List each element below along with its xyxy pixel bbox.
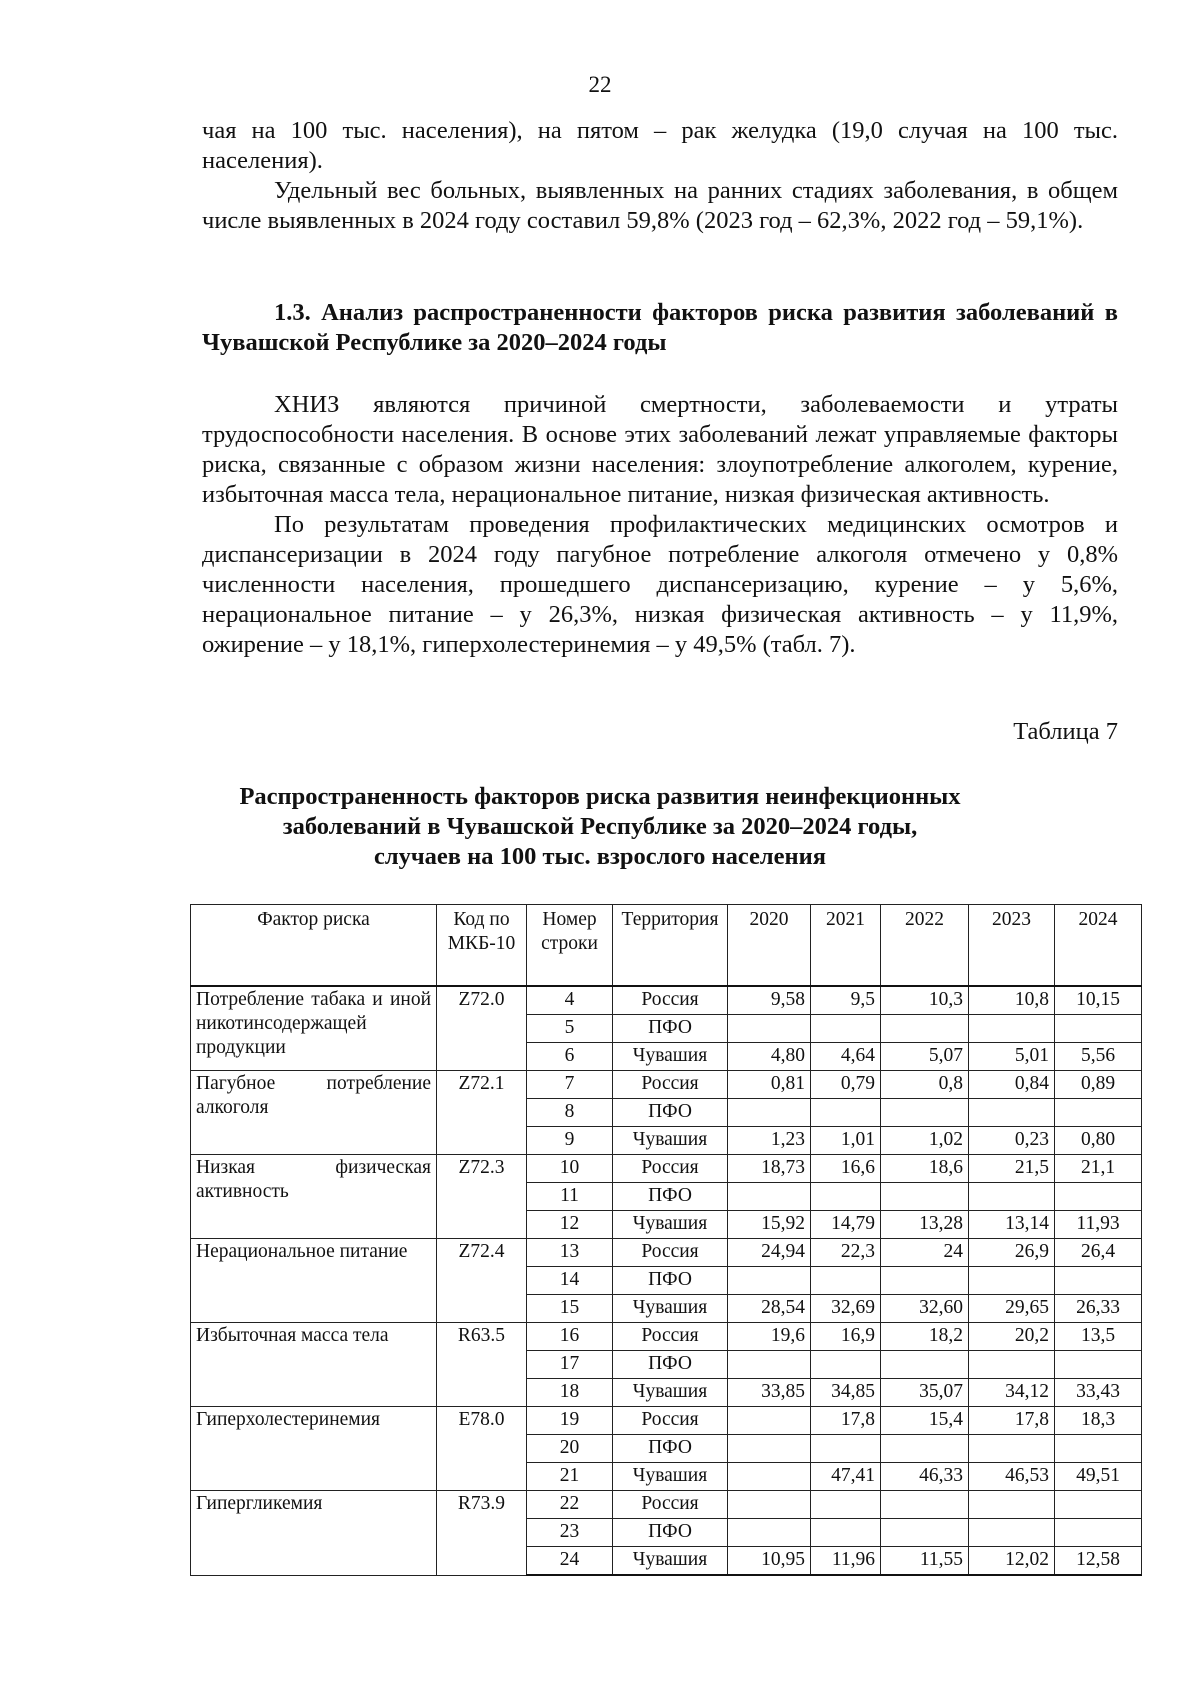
factor-cell: Потребление табака и иной никотинсодержащей продукции bbox=[191, 986, 437, 1071]
value-cell-2023: 21,5 bbox=[969, 1155, 1055, 1183]
value-cell-2020 bbox=[728, 1435, 811, 1463]
value-cell-2024: 21,1 bbox=[1055, 1155, 1142, 1183]
row-number-cell: 20 bbox=[527, 1435, 613, 1463]
value-cell-2024: 33,43 bbox=[1055, 1379, 1142, 1407]
territory-cell: ПФО bbox=[613, 1015, 728, 1043]
value-cell-2023: 10,8 bbox=[969, 986, 1055, 1015]
row-number-cell: 4 bbox=[527, 986, 613, 1015]
value-cell-2023 bbox=[969, 1519, 1055, 1547]
row-number-cell: 8 bbox=[527, 1099, 613, 1127]
value-cell-2021 bbox=[811, 1491, 881, 1519]
value-cell-2021: 34,85 bbox=[811, 1379, 881, 1407]
value-cell-2024: 11,93 bbox=[1055, 1211, 1142, 1239]
territory-cell: ПФО bbox=[613, 1183, 728, 1211]
value-cell-2021: 4,64 bbox=[811, 1043, 881, 1071]
value-cell-2020: 0,81 bbox=[728, 1071, 811, 1099]
value-cell-2023: 29,65 bbox=[969, 1295, 1055, 1323]
territory-cell: Россия bbox=[613, 986, 728, 1015]
value-cell-2020: 19,6 bbox=[728, 1323, 811, 1351]
value-cell-2022: 0,8 bbox=[881, 1071, 969, 1099]
paragraph-results: По результатам проведения профилактических медицинских осмотров и диспансеризации в 2024 году пагубное потребление алкоголя отмечено у 0,8% численности населения, прошедшего диспансеризацию, курение – у 5,6%, нерациональное питание – у 26,3%, низкая физическая активность – у 11,9%, ожирение – у 18,1%, гиперхолестеринемия – у 49,5% (табл. 7). bbox=[202, 511, 1118, 658]
value-cell-2023: 13,14 bbox=[969, 1211, 1055, 1239]
row-number-cell: 23 bbox=[527, 1519, 613, 1547]
value-cell-2023: 20,2 bbox=[969, 1323, 1055, 1351]
value-cell-2024 bbox=[1055, 1099, 1142, 1127]
value-cell-2024 bbox=[1055, 1519, 1142, 1547]
icd-code-cell: Z72.1 bbox=[437, 1071, 527, 1155]
value-cell-2020: 18,73 bbox=[728, 1155, 811, 1183]
value-cell-2022: 5,07 bbox=[881, 1043, 969, 1071]
value-cell-2024 bbox=[1055, 1491, 1142, 1519]
header-2020: 2020 bbox=[728, 905, 811, 987]
value-cell-2024 bbox=[1055, 1015, 1142, 1043]
territory-cell: ПФО bbox=[613, 1435, 728, 1463]
value-cell-2024: 13,5 bbox=[1055, 1323, 1142, 1351]
value-cell-2021: 1,01 bbox=[811, 1127, 881, 1155]
value-cell-2021 bbox=[811, 1351, 881, 1379]
value-cell-2023 bbox=[969, 1099, 1055, 1127]
row-number-cell: 21 bbox=[527, 1463, 613, 1491]
value-cell-2022: 18,6 bbox=[881, 1155, 969, 1183]
value-cell-2021: 32,69 bbox=[811, 1295, 881, 1323]
value-cell-2022 bbox=[881, 1491, 969, 1519]
value-cell-2020 bbox=[728, 1491, 811, 1519]
value-cell-2023 bbox=[969, 1183, 1055, 1211]
value-cell-2024: 5,56 bbox=[1055, 1043, 1142, 1071]
table-row bbox=[191, 986, 1142, 1015]
value-cell-2020 bbox=[728, 1463, 811, 1491]
value-cell-2020 bbox=[728, 1351, 811, 1379]
value-cell-2020: 15,92 bbox=[728, 1211, 811, 1239]
value-cell-2020 bbox=[728, 1015, 811, 1043]
row-number-cell: 10 bbox=[527, 1155, 613, 1183]
value-cell-2020: 1,23 bbox=[728, 1127, 811, 1155]
value-cell-2022 bbox=[881, 1435, 969, 1463]
territory-cell: Чувашия bbox=[613, 1379, 728, 1407]
value-cell-2021: 17,8 bbox=[811, 1407, 881, 1435]
paragraph-hniz: ХНИЗ являются причиной смертности, заболеваемости и утраты трудоспособности населения. В основе этих заболеваний лежат управляемые факторы риска, связанные с образом жизни населения: злоупотребление алкоголем, курение, избыточная масса тела, нерациональное питание, низкая физическая активность. bbox=[202, 391, 1118, 508]
factor-cell: Нерациональное питание bbox=[191, 1239, 437, 1323]
value-cell-2021: 16,6 bbox=[811, 1155, 881, 1183]
value-cell-2020: 10,95 bbox=[728, 1547, 811, 1576]
row-number-cell: 14 bbox=[527, 1267, 613, 1295]
territory-cell: ПФО bbox=[613, 1267, 728, 1295]
value-cell-2022 bbox=[881, 1351, 969, 1379]
territory-cell: Чувашия bbox=[613, 1547, 728, 1576]
value-cell-2021 bbox=[811, 1435, 881, 1463]
territory-cell: Россия bbox=[613, 1155, 728, 1183]
table-title: Распространенность факторов риска развития неинфекционных заболеваний в Чувашской Республике за 2020–2024 годы, случаев на 100 тыс. взрослого населения bbox=[239, 783, 961, 870]
value-cell-2020: 9,58 bbox=[728, 986, 811, 1015]
territory-cell: Россия bbox=[613, 1323, 728, 1351]
value-cell-2023: 17,8 bbox=[969, 1407, 1055, 1435]
paragraph-continuation: чая на 100 тыс. населения), на пятом – рак желудка (19,0 случая на 100 тыс. населения). bbox=[202, 117, 1118, 174]
value-cell-2021: 22,3 bbox=[811, 1239, 881, 1267]
territory-cell: Чувашия bbox=[613, 1463, 728, 1491]
row-number-cell: 15 bbox=[527, 1295, 613, 1323]
header-territory: Территория bbox=[613, 905, 728, 987]
territory-cell: ПФО bbox=[613, 1351, 728, 1379]
icd-code-cell: Z72.3 bbox=[437, 1155, 527, 1239]
value-cell-2022: 13,28 bbox=[881, 1211, 969, 1239]
value-cell-2021: 9,5 bbox=[811, 986, 881, 1015]
row-number-cell: 12 bbox=[527, 1211, 613, 1239]
value-cell-2024: 12,58 bbox=[1055, 1547, 1142, 1576]
row-number-cell: 11 bbox=[527, 1183, 613, 1211]
paragraph-early-stage: Удельный вес больных, выявленных на ранних стадиях заболевания, в общем числе выявленных в 2024 году составил 59,8% (2023 год – 62,3%, 2022 год – 59,1%). bbox=[202, 177, 1118, 234]
value-cell-2023: 5,01 bbox=[969, 1043, 1055, 1071]
value-cell-2021 bbox=[811, 1519, 881, 1547]
value-cell-2023: 26,9 bbox=[969, 1239, 1055, 1267]
value-cell-2024 bbox=[1055, 1435, 1142, 1463]
value-cell-2023 bbox=[969, 1435, 1055, 1463]
value-cell-2020 bbox=[728, 1519, 811, 1547]
row-number-cell: 16 bbox=[527, 1323, 613, 1351]
table-row bbox=[191, 1239, 1142, 1267]
value-cell-2024: 0,89 bbox=[1055, 1071, 1142, 1099]
icd-code-cell: R73.9 bbox=[437, 1491, 527, 1576]
table-label: Таблица 7 bbox=[1013, 718, 1118, 745]
territory-cell: ПФО bbox=[613, 1099, 728, 1127]
header-factor: Фактор риска bbox=[191, 905, 437, 987]
value-cell-2024 bbox=[1055, 1183, 1142, 1211]
value-cell-2020: 4,80 bbox=[728, 1043, 811, 1071]
value-cell-2022: 46,33 bbox=[881, 1463, 969, 1491]
row-number-cell: 13 bbox=[527, 1239, 613, 1267]
table-row bbox=[191, 1155, 1142, 1183]
value-cell-2023: 0,23 bbox=[969, 1127, 1055, 1155]
factor-cell: Гиперхолестеринемия bbox=[191, 1407, 437, 1491]
row-number-cell: 18 bbox=[527, 1379, 613, 1407]
value-cell-2024 bbox=[1055, 1351, 1142, 1379]
row-number-cell: 17 bbox=[527, 1351, 613, 1379]
value-cell-2022 bbox=[881, 1015, 969, 1043]
row-number-cell: 19 bbox=[527, 1407, 613, 1435]
value-cell-2022 bbox=[881, 1267, 969, 1295]
territory-cell: Чувашия bbox=[613, 1127, 728, 1155]
value-cell-2024: 49,51 bbox=[1055, 1463, 1142, 1491]
value-cell-2020 bbox=[728, 1267, 811, 1295]
territory-cell: Россия bbox=[613, 1407, 728, 1435]
row-number-cell: 6 bbox=[527, 1043, 613, 1071]
value-cell-2021: 47,41 bbox=[811, 1463, 881, 1491]
table-header bbox=[191, 905, 1142, 987]
value-cell-2021: 16,9 bbox=[811, 1323, 881, 1351]
value-cell-2022 bbox=[881, 1183, 969, 1211]
header-row-number: Номер строки bbox=[527, 905, 613, 987]
value-cell-2023 bbox=[969, 1491, 1055, 1519]
value-cell-2022: 15,4 bbox=[881, 1407, 969, 1435]
value-cell-2023: 0,84 bbox=[969, 1071, 1055, 1099]
territory-cell: Чувашия bbox=[613, 1043, 728, 1071]
territory-cell: Россия bbox=[613, 1239, 728, 1267]
row-number-cell: 24 bbox=[527, 1547, 613, 1576]
value-cell-2021 bbox=[811, 1183, 881, 1211]
factor-cell: Пагубное потребление алкоголя bbox=[191, 1071, 437, 1155]
value-cell-2020 bbox=[728, 1183, 811, 1211]
value-cell-2021 bbox=[811, 1099, 881, 1127]
value-cell-2024: 26,33 bbox=[1055, 1295, 1142, 1323]
body-text-top bbox=[202, 116, 1118, 236]
value-cell-2022: 18,2 bbox=[881, 1323, 969, 1351]
value-cell-2024: 26,4 bbox=[1055, 1239, 1142, 1267]
row-number-cell: 9 bbox=[527, 1127, 613, 1155]
header-2021: 2021 bbox=[811, 905, 881, 987]
header-2022: 2022 bbox=[881, 905, 969, 987]
territory-cell: Россия bbox=[613, 1491, 728, 1519]
value-cell-2022: 35,07 bbox=[881, 1379, 969, 1407]
value-cell-2022: 1,02 bbox=[881, 1127, 969, 1155]
table-row bbox=[191, 1071, 1142, 1099]
header-2024: 2024 bbox=[1055, 905, 1142, 987]
value-cell-2024: 0,80 bbox=[1055, 1127, 1142, 1155]
value-cell-2022: 11,55 bbox=[881, 1547, 969, 1576]
value-cell-2022 bbox=[881, 1099, 969, 1127]
header-icd-code: Код по МКБ-10 bbox=[437, 905, 527, 987]
icd-code-cell: E78.0 bbox=[437, 1407, 527, 1491]
value-cell-2022 bbox=[881, 1519, 969, 1547]
value-cell-2023: 46,53 bbox=[969, 1463, 1055, 1491]
territory-cell: Россия bbox=[613, 1071, 728, 1099]
value-cell-2022: 32,60 bbox=[881, 1295, 969, 1323]
body-text-main bbox=[202, 390, 1118, 660]
factor-cell: Гипергликемия bbox=[191, 1491, 437, 1576]
icd-code-cell: Z72.4 bbox=[437, 1239, 527, 1323]
value-cell-2024 bbox=[1055, 1267, 1142, 1295]
value-cell-2021: 11,96 bbox=[811, 1547, 881, 1576]
value-cell-2020: 33,85 bbox=[728, 1379, 811, 1407]
value-cell-2022: 10,3 bbox=[881, 986, 969, 1015]
table-body bbox=[191, 986, 1142, 1575]
value-cell-2023: 34,12 bbox=[969, 1379, 1055, 1407]
table-row bbox=[191, 1407, 1142, 1435]
value-cell-2020 bbox=[728, 1099, 811, 1127]
risk-factors-table bbox=[190, 904, 1142, 1576]
value-cell-2023 bbox=[969, 1015, 1055, 1043]
value-cell-2023: 12,02 bbox=[969, 1547, 1055, 1576]
value-cell-2021: 14,79 bbox=[811, 1211, 881, 1239]
value-cell-2020 bbox=[728, 1407, 811, 1435]
icd-code-cell: R63.5 bbox=[437, 1323, 527, 1407]
table-row bbox=[191, 1491, 1142, 1519]
value-cell-2020: 28,54 bbox=[728, 1295, 811, 1323]
factor-cell: Низкая физическая активность bbox=[191, 1155, 437, 1239]
territory-cell: Чувашия bbox=[613, 1295, 728, 1323]
header-2023: 2023 bbox=[969, 905, 1055, 987]
value-cell-2021: 0,79 bbox=[811, 1071, 881, 1099]
table-row bbox=[191, 1323, 1142, 1351]
row-number-cell: 22 bbox=[527, 1491, 613, 1519]
section-heading: 1.3. Анализ распространенности факторов риска развития заболеваний в Чувашской Республике за 2020–2024 годы bbox=[202, 299, 1118, 356]
value-cell-2021 bbox=[811, 1015, 881, 1043]
value-cell-2023 bbox=[969, 1351, 1055, 1379]
territory-cell: Чувашия bbox=[613, 1211, 728, 1239]
value-cell-2022: 24 bbox=[881, 1239, 969, 1267]
value-cell-2020: 24,94 bbox=[728, 1239, 811, 1267]
icd-code-cell: Z72.0 bbox=[437, 986, 527, 1071]
territory-cell: ПФО bbox=[613, 1519, 728, 1547]
value-cell-2024: 18,3 bbox=[1055, 1407, 1142, 1435]
factor-cell: Избыточная масса тела bbox=[191, 1323, 437, 1407]
row-number-cell: 7 bbox=[527, 1071, 613, 1099]
row-number-cell: 5 bbox=[527, 1015, 613, 1043]
value-cell-2023 bbox=[969, 1267, 1055, 1295]
page-number: 22 bbox=[588, 72, 612, 97]
value-cell-2021 bbox=[811, 1267, 881, 1295]
value-cell-2024: 10,15 bbox=[1055, 986, 1142, 1015]
